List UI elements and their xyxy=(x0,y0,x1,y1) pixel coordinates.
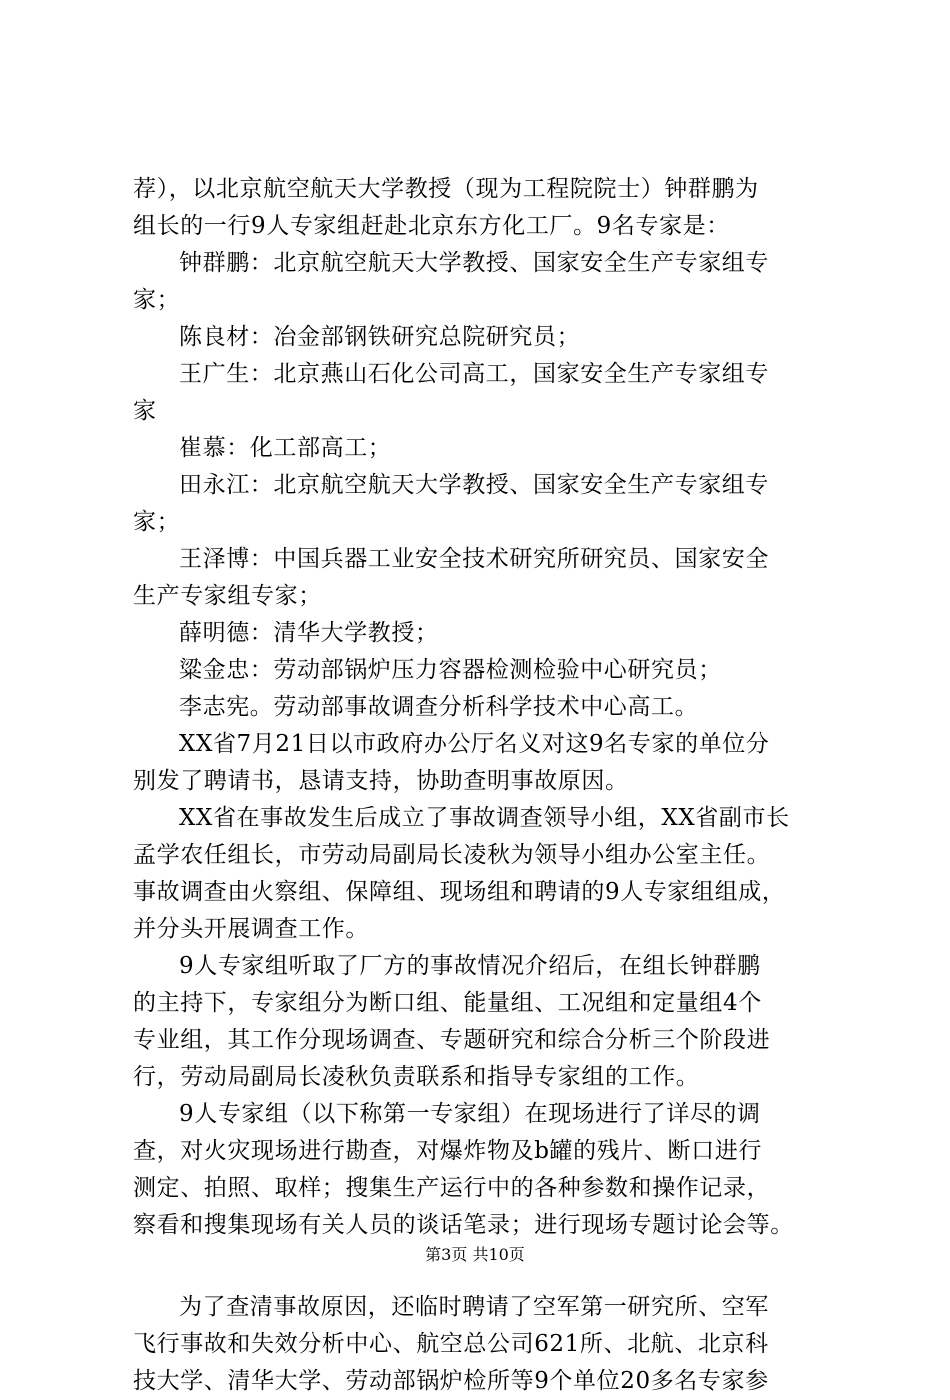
text-line: 技大学、清华大学、劳动部锅炉检所等9个单位20多名专家参 xyxy=(133,1368,769,1394)
text-line: 钟群鹏：北京航空航天大学教授、国家安全生产专家组专 xyxy=(179,250,769,276)
text-line: 王广生：北京燕山石化公司高工，国家安全生产专家组专 xyxy=(179,361,769,387)
text-line: 别发了聘请书，恳请支持，协助查明事故原因。 xyxy=(133,768,629,794)
text-line: 生产专家组专家； xyxy=(133,583,322,609)
page-number-label: 第3页 共10页 xyxy=(425,1245,525,1264)
text-line: 田永江：北京航空航天大学教授、国家安全生产专家组专 xyxy=(179,472,769,498)
text-line: 王泽博：中国兵器工业安全技术研究所研究员、国家安全 xyxy=(179,546,769,572)
text-line: 李志宪。劳动部事故调查分析科学技术中心高工。 xyxy=(179,694,699,720)
text-line: 粱金忠：劳动部锅炉压力容器检测检验中心研究员； xyxy=(179,657,722,683)
text-line: 察看和搜集现场有关人员的谈话笔录；进行现场专题讨论会等。 xyxy=(133,1212,794,1238)
text-line: XX省在事故发生后成立了事故调查领导小组，XX省副市长 xyxy=(179,805,790,831)
text-line: 荐），以北京航空航天大学教授（现为工程院院士）钟群鹏为 xyxy=(133,176,759,202)
body-text xyxy=(133,171,833,1400)
text-line: XX省7月21日以市政府办公厅名义对这9名专家的单位分 xyxy=(179,731,770,757)
text-line: 飞行事故和失效分析中心、航空总公司621所、北航、北京科 xyxy=(133,1331,769,1357)
text-line: 孟学农任组长，市劳动局副局长凌秋为领导小组办公室主任。 xyxy=(133,842,771,868)
text-line: 的主持下，专家组分为断口组、能量组、工况组和定量组4个 xyxy=(133,990,762,1016)
text-line: 家； xyxy=(133,509,181,535)
text-line: 家； xyxy=(133,287,181,313)
text-line: 崔慕：化工部高工； xyxy=(179,435,392,461)
text-line: 为了查清事故原因，还临时聘请了空军第一研究所、空军 xyxy=(179,1294,769,1320)
text-line: 陈良材：冶金部钢铁研究总院研究员； xyxy=(179,324,581,350)
text-line: 并分头开展调查工作。 xyxy=(133,916,369,942)
text-line: 事故调查由火察组、保障组、现场组和聘请的9人专家组组成， xyxy=(133,879,786,905)
text-line: 测定、拍照、取样；搜集生产运行中的各种参数和操作记录， xyxy=(133,1175,771,1201)
text-line: 查，对火灾现场进行勘查，对爆炸物及b罐的残片、断口进行 xyxy=(133,1138,762,1164)
text-line: 薛明德：清华大学教授； xyxy=(179,620,439,646)
text-line: 9人专家组（以下称第一专家组）在现场进行了详尽的调 xyxy=(179,1101,761,1127)
text-line: 专业组，其工作分现场调查、专题研究和综合分析三个阶段进 xyxy=(133,1027,771,1053)
text-line: 9人专家组听取了厂方的事故情况介绍后，在组长钟群鹏 xyxy=(179,953,761,979)
page-footer xyxy=(0,1244,950,1266)
text-line: 组长的一行9人专家组赶赴北京东方化工厂。9名专家是： xyxy=(133,213,730,239)
text-line: 行，劳动局副局长凌秋负责联系和指导专家组的工作。 xyxy=(133,1064,700,1090)
text-line: 家 xyxy=(133,398,157,424)
